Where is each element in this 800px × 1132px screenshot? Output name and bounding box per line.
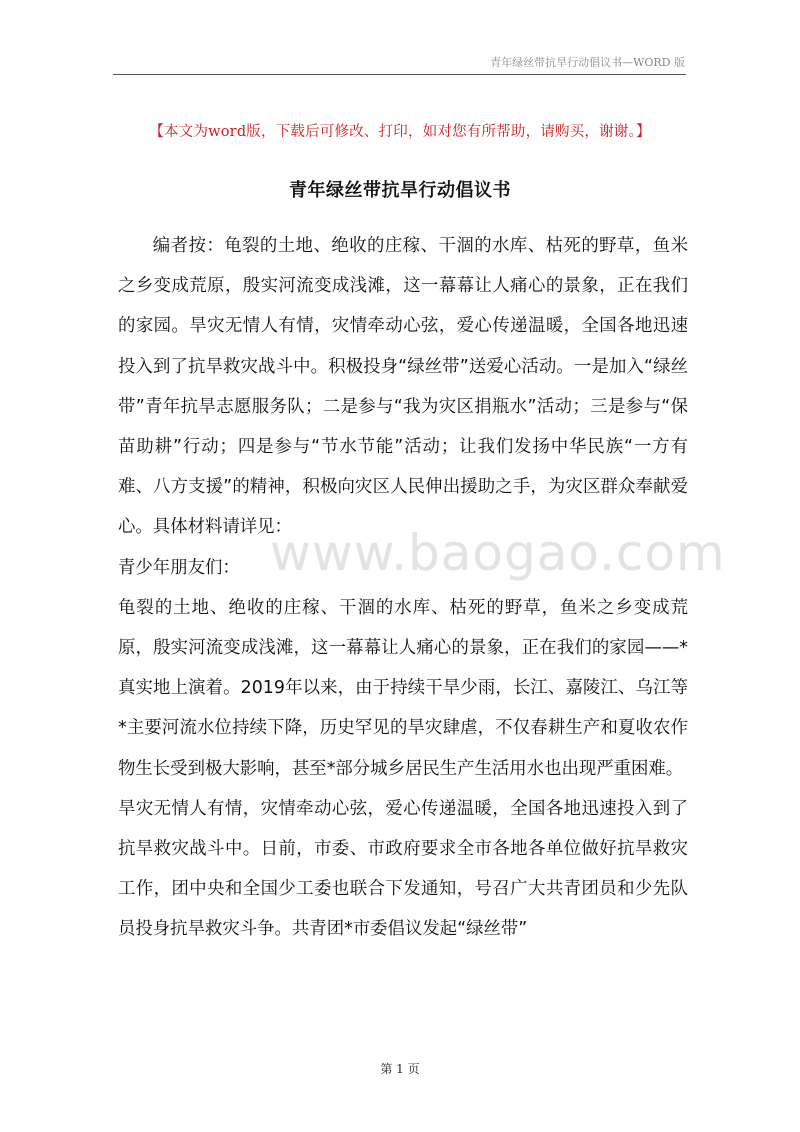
- page-header: 青年绿丝带抗旱行动倡议书—WORD 版: [490, 56, 685, 69]
- document-body: [118, 226, 688, 950]
- body-paragraph: 旱灾无情人有情，灾情牵动心弦，爱心传递温暖，全国各地迅速投入到了抗旱救灾战斗中。日前，市委、市政府要求全市各地各单位做好抗旱救灾工作，团中央和全国少工委也联合下发通知，号召广大共青团员和少先队员投身抗旱救灾斗争。共青团*市委倡议发起“绿丝带”: [118, 798, 688, 940]
- header-divider: [113, 74, 686, 75]
- page-number: 第 1 页: [380, 1062, 420, 1076]
- document-title: 青年绿丝带抗旱行动倡议书: [289, 180, 511, 201]
- watermark: www.baogao.com: [270, 524, 726, 582]
- body-paragraph: 龟裂的土地、绝收的庄稼、干涸的水库、枯死的野草，鱼米之乡变成荒原，殷实河流变成浅滩，这一幕幕让人痛心的景象，正在我们的家园——*真实地上演着。2019年以来，由于持续干旱少雨，长江、嘉陵江、乌江等*主要河流水位持续下降，历史罕见的旱灾肆虐，不仅春耕生产和夏收农作物生长受到极大影响，甚至*部分城乡居民生产生活用水也出现严重困难。: [118, 597, 688, 779]
- purchase-notice: 【本文为word版，下载后可修改、打印，如对您有所帮助，请购买，谢谢。】: [149, 124, 651, 140]
- editor-note-paragraph: 编者按：龟裂的土地、绝收的庄稼、干涸的水库、枯死的野草，鱼米之乡变成荒原，殷实河流变成浅滩，这一幕幕让人痛心的景象，正在我们的家园。旱灾无情人有情，灾情牵动心弦，爱心传递温暖，全国各地迅速投入到了抗旱救灾战斗中。积极投身“绿丝带”送爱心活动。一是加入“绿丝带”青年抗旱志愿服务队；二是参与“我为灾区捐瓶水”活动；三是参与“保苗助耕”行动；四是参与“节水节能”活动；让我们发扬中华民族“一方有难、八方支援”的精神，积极向灾区人民伸出援助之手，为灾区群众奉献爱心。具体材料请详见：: [118, 236, 688, 538]
- salutation: 青少年朋友们：: [118, 557, 240, 578]
